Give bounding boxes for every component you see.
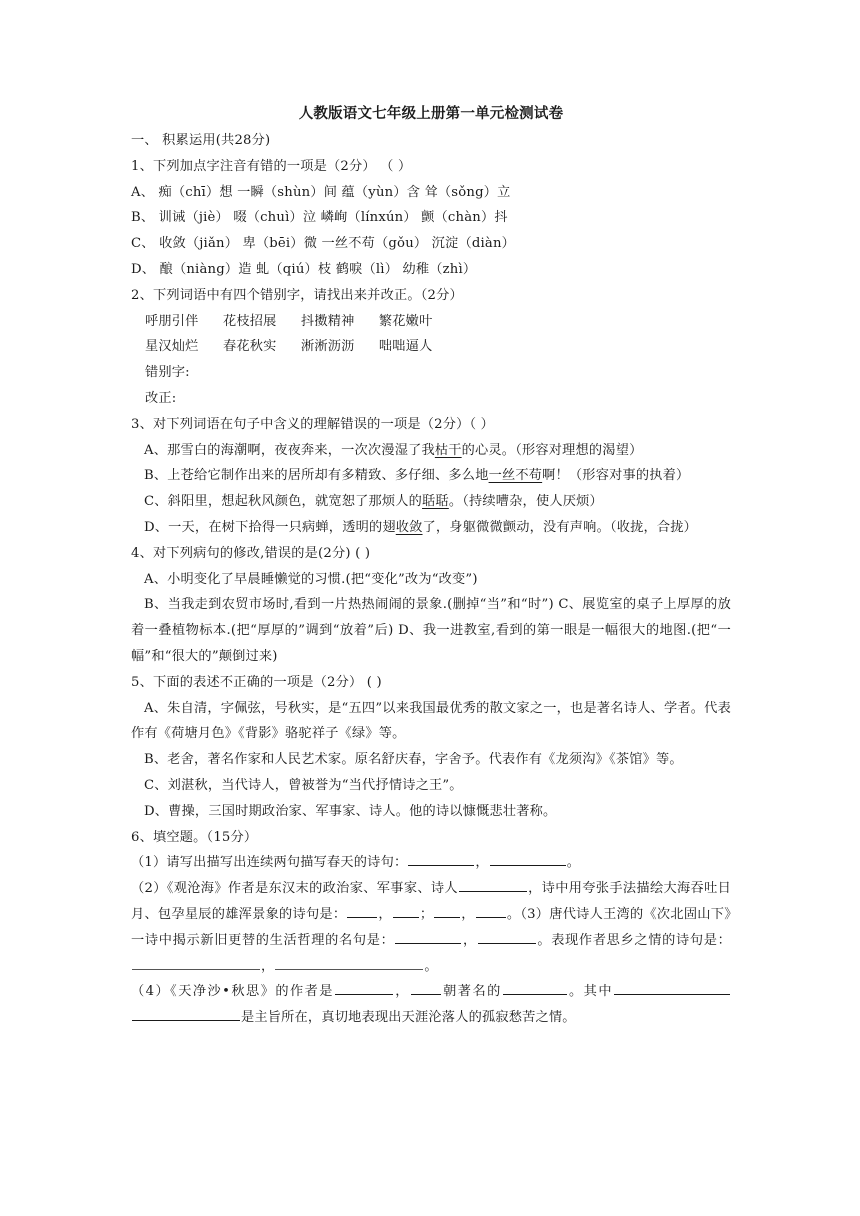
q1-stem: 1、下列加点字注音有错的一项是（2分） （ ） [131,158,412,174]
exam-title: 人教版语文七年级上册第一单元检测试卷 [298,105,564,122]
q3-option-d: D、一天，在树下拾得一只病蝉，透明的翅收敛了，身躯微微颤动，没有声响。（收拢，合拢） [144,519,698,535]
underlined-word: 收敛 [395,519,423,535]
answer-blank[interactable] [347,903,377,918]
q3-option-c: C、斜阳里，想起秋风颜色，就宽恕了那烦人的聒聒。（持续嘈杂，使人厌烦） [144,494,603,510]
q2-word: 星汉灿烂 [145,339,199,355]
q4-stem: 4、对下列病句的修改,错误的是(2分) ( ) [131,545,371,561]
q3-option-a: A、那雪白的海潮啊，夜夜奔来，一次次漫湿了我枯干的心灵。（形容对理想的渴望） [144,442,643,458]
answer-blank[interactable] [411,980,441,995]
q2-fix-label: 改正: [145,390,177,406]
answer-blank[interactable] [503,980,567,995]
q2-word: 春花秋实 [222,339,277,355]
answer-blank[interactable] [478,929,536,944]
q5-option-a: A、朱自清，字佩弦，号秋实，是“五四”以来我国最优秀的散文家之一，也是著名诗人、学者。代表作有《荷塘月色》《背影》骆驼祥子《绿》等。 [131,700,731,742]
answer-blank[interactable] [408,851,474,866]
q3-stem: 3、对下列词语在句子中含义的理解错误的一项是（2分）（ ） [131,416,495,432]
q3-option-b: B、上苍给它制作出来的居所却有多精致、多仔细、多么地一丝不苟啊！（形容对事的执着） [144,468,690,484]
q4-option-a: A、小明变化了早晨睡懒觉的习惯.(把“变化”改为“改变”) [144,571,478,587]
exam-page [131,100,731,1031]
q2-stem: 2、下列词语中有四个错别字，请找出来并改正。（2分） [131,287,463,303]
underlined-word: 聒聒 [422,494,449,510]
q2-word: 繁花嫩叶 [378,313,433,329]
q2-wrong-label: 错别字: [145,365,190,381]
q1-option-c: C、 收敛（jiǎn） 卑（bēi）微 一丝不苟（gǒu） 沉淀（diàn） [131,236,516,252]
q1-option-b: B、 训诫（jiè） 啜（chuì）泣 嶙峋（línxún） 颤（chàn）抖 [131,210,508,226]
underlined-word: 一丝不苟 [488,468,543,484]
q5-option-c: C、刘湛秋，当代诗人，曾被誉为“当代抒情诗之王”。 [144,777,463,793]
q5-option-b: B、老舍，著名作家和人民艺术家。原名舒庆春，字舍予。代表作有《龙须沟》《茶馆》等。 [144,752,683,768]
q2-word: 咄咄逼人 [378,339,433,355]
answer-blank[interactable] [476,903,506,918]
q1-option-d: D、 酿（niàng）造 虬（qiú）枝 鹤唳（lì） 幼稚（zhì） [131,261,477,277]
q2-word: 花枝招展 [222,313,277,329]
q2-word: 淅淅沥沥 [300,339,355,355]
q2-word: 抖擞精神 [300,313,355,329]
answer-blank[interactable] [275,955,423,970]
answer-blank[interactable] [393,903,419,918]
answer-blank[interactable] [395,929,461,944]
q6-part-4: （4）《天净沙•秋思》的作者是 ， 朝著名的 。其中是主旨所在，真切地表现出天涯沦落人的孤寂愁苦之情。 [131,979,731,1031]
q6-part-2-3: （2）《观沧海》作者是东汉末的政治家、军事家、诗人 ，诗中用夸张手法描绘大海吞吐日月、包孕星辰的雄浑景象的诗句是： ， ； ， 。（3）唐代诗人王湾的《次北固山下》一诗中揭示新旧更替的生活哲理的名句是： ， 。表现作者思乡之情的诗句是：， 。 [131,876,731,979]
answer-blank[interactable] [459,877,527,892]
q5-option-d: D、曹操，三国时期政治家、军事家、诗人。他的诗以慷慨悲壮著称。 [144,803,557,819]
q2-word-row-1 [131,309,731,335]
q2-word-row-2 [131,334,731,360]
answer-blank[interactable] [335,980,393,995]
answer-blank[interactable] [490,851,566,866]
q1-option-a: A、 痴（chī）想 一瞬（shùn）间 蕴（yùn）含 耸（sǒng）立 [131,184,511,200]
q5-stem: 5、下面的表述不正确的一项是（2分） ( ) [131,674,382,690]
q2-word: 呼朋引伴 [145,313,199,329]
answer-blank[interactable] [132,955,260,970]
answer-blank[interactable] [434,903,460,918]
answer-blank[interactable] [614,980,730,995]
section-heading: 一、 积累运用(共28分) [131,133,271,148]
q6-stem: 6、填空题。（15分） [131,829,258,845]
answer-blank[interactable] [132,1006,240,1021]
q6-part-1: （1）请写出描写出连续两句描写春天的诗句： ， 。 [131,850,731,876]
q4-options-bcd: B、当我走到农贸市场时,看到一片热热闹闹的景象.(删掉“当”和“时”) C、展览室的桌子上厚厚的放着一叠植物标本.(把“厚厚的”调到“放着”后) D、我一进教室,看到的第一眼是一幅很大的地图.(把“一幅”和“很大的”颠倒过来) [131,597,731,664]
underlined-word: 枯干 [434,442,462,458]
